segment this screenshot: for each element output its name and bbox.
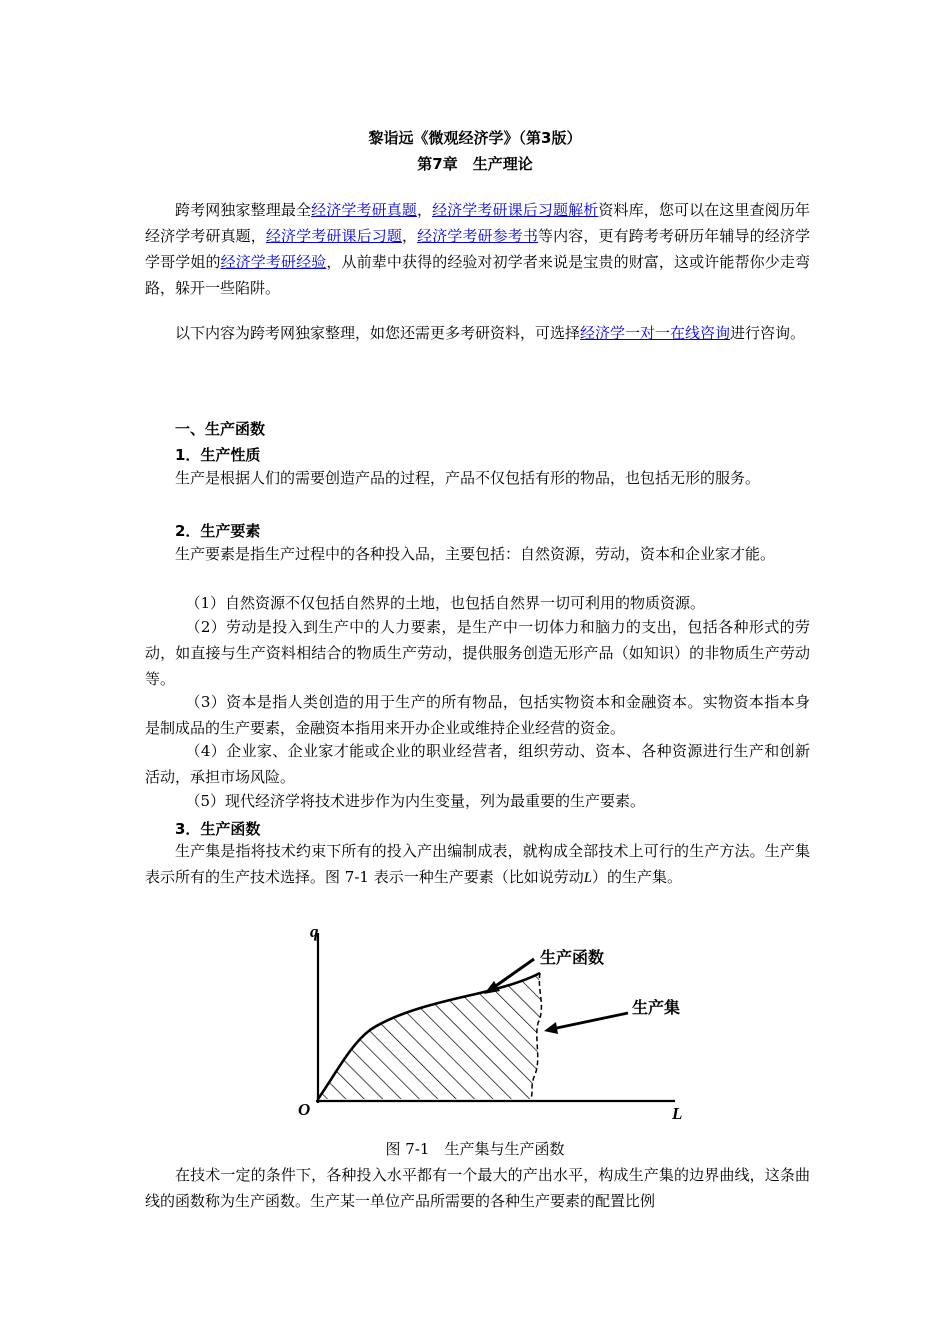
link-experience[interactable]: 经济学考研经验 (220, 253, 327, 271)
section-1-text: 生产是根据人们的需要创造产品的过程，产品不仅包括有形的物品，也包括无形的服务。 (175, 469, 761, 487)
subsection-title-1: 1．生产性质 (175, 446, 261, 464)
link-consultation[interactable]: 经济学一对一在线咨询 (580, 324, 731, 342)
list-item: （1）自然资源不仅包括自然界的土地，也包括自然界一切可利用的物质资源。 (185, 594, 706, 612)
variable-l: L (583, 870, 593, 886)
list-item: （5）现代经济学将技术进步作为内生变量，列为最重要的生产要素。 (185, 792, 646, 810)
subsection-title-2: 2．生产要素 (175, 522, 261, 540)
intro-paragraph: 跨考网独家整理最全经济学考研真题，经济学考研课后习题解析资料库，您可以在这里查阅历年经济学考研真题，经济学考研课后习题，经济学考研参考书等内容，更有跨考考研历年辅导的经济学学哥学姐的经济学考研经验，从前辈中获得的经验对初学者来说是宝贵的财富，这或许能帮你少走弯路，躲开一些陷阱。 (145, 201, 810, 297)
link-exam-papers[interactable]: 经济学考研真题 (311, 201, 417, 219)
consult-paragraph: 以下内容为跨考网独家整理，如您还需更多考研资料，可选择经济学一对一在线咨询进行咨询。 (175, 324, 806, 342)
production-set-area (290, 915, 690, 1125)
link-exercises[interactable]: 经济学考研课后习题 (265, 227, 402, 245)
link-reference-books[interactable]: 经济学考研参考书 (417, 227, 538, 245)
figure-caption: 图 7-1 生产集与生产函数 (385, 1140, 565, 1158)
section-heading: 一、生产函数 (175, 420, 266, 438)
x-axis-label: L (672, 1104, 683, 1123)
list-item: （4）企业家、企业家才能或企业的职业经营者，组织劳动、资本、各种资源进行生产和创新活动，承担市场风险。 (145, 742, 810, 786)
list-item: （2）劳动是投入到生产中的人力要素，是生产中一切体力和脑力的支出，包括各种形式的劳动，如直接与生产资料相结合的物质生产劳动，提供服务创造无形产品（如知识）的非物质生产劳动等。 (145, 618, 810, 688)
list-item: （3）资本是指人类创造的用于生产的所有物品，包括实物资本和金融资本。实物资本指本身是制成品的生产要素，金融资本指用来开办企业或维持企业经营的资金。 (145, 693, 810, 737)
section-3-text: 生产集是指将技术约束下所有的投入产出编制成表，就构成全部技术上可行的生产方法。生产集表示所有的生产技术选择。图 7-1 表示一种生产要素（比如说劳动L）的生产集。 (145, 842, 810, 886)
section-3-continued: 在技术一定的条件下，各种投入水平都有一个最大的产出水平，构成生产集的边界曲线，这条曲线的函数称为生产函数。生产某一单位产品所需要的各种生产要素的配置比例 (145, 1166, 810, 1210)
link-exercise-solutions[interactable]: 经济学考研课后习题解析 (432, 201, 599, 219)
y-axis-label: q (310, 922, 319, 941)
arrow-set-head (544, 1022, 558, 1034)
origin-label: O (298, 1100, 311, 1119)
subsection-title-3: 3．生产函数 (175, 820, 261, 838)
label-production-function: 生产函数 (540, 948, 605, 967)
arrow-set-line (552, 1013, 628, 1029)
document-title: 黎诣远《微观经济学》（第3版） (368, 129, 582, 147)
section-2-text: 生产要素是指生产过程中的各种投入品，主要包括：自然资源，劳动，资本和企业家才能。 (175, 545, 776, 563)
production-set-figure (290, 915, 690, 1125)
label-production-set: 生产集 (632, 998, 681, 1017)
chapter-title: 第7章 生产理论 (417, 155, 533, 173)
